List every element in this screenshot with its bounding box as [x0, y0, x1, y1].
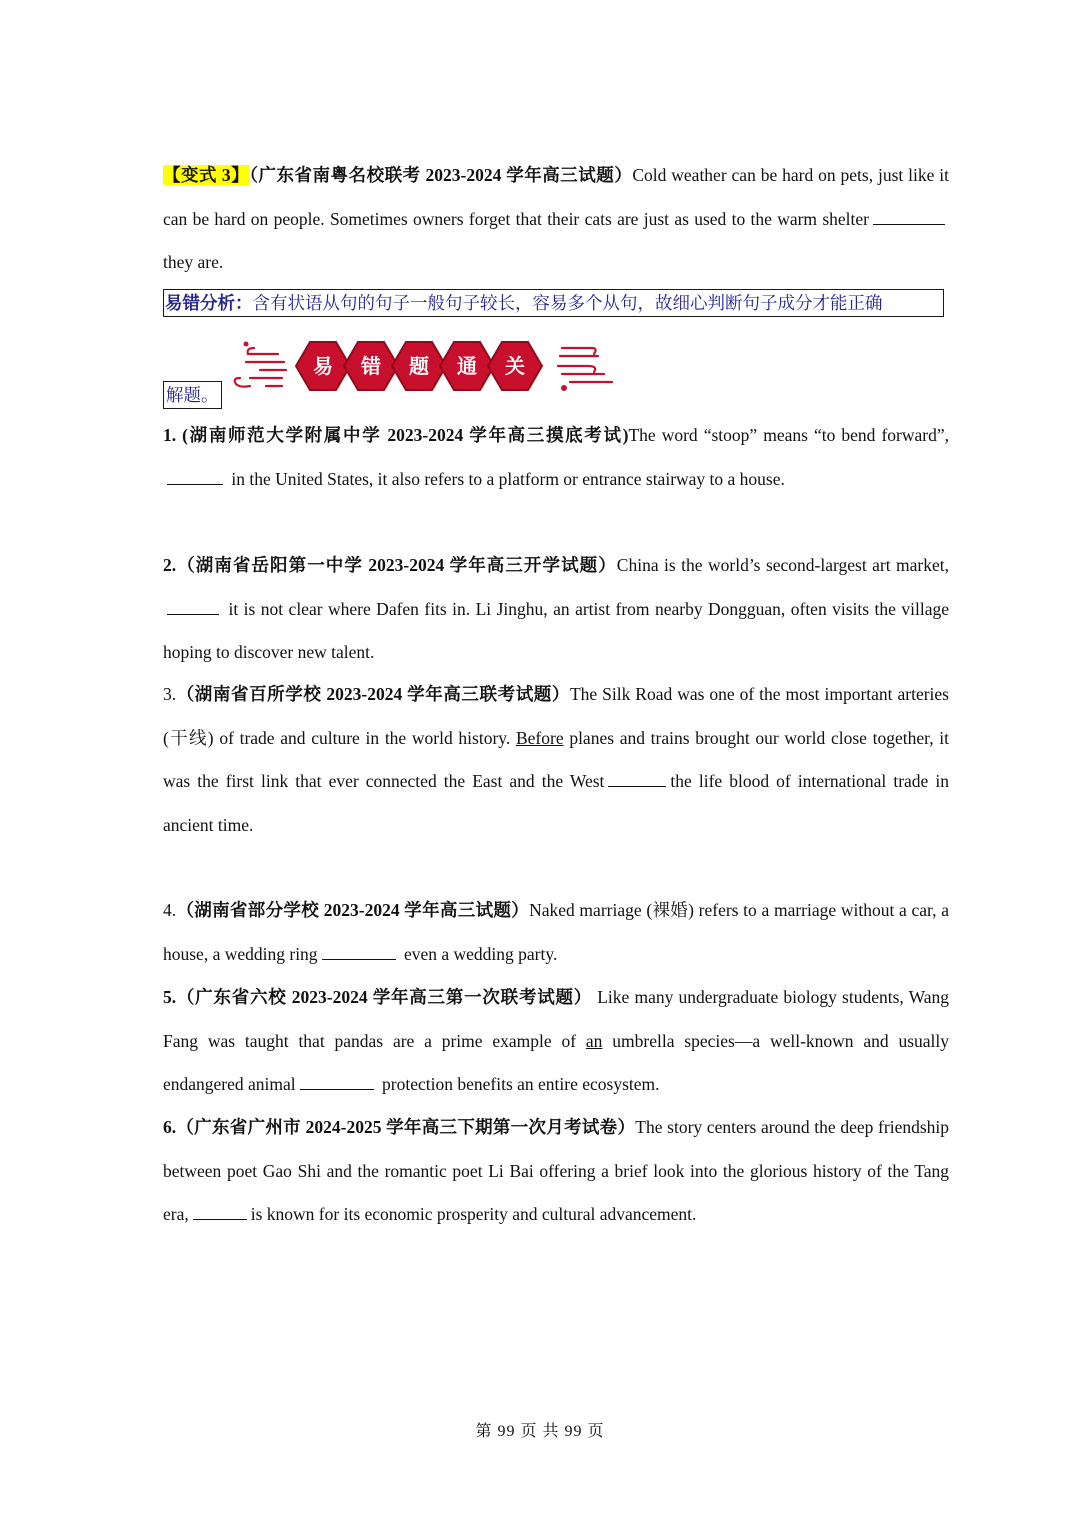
question-number: 6. — [163, 1117, 177, 1137]
variant-tag: 【变式 3】 — [163, 165, 250, 185]
right-cloud-ornament — [558, 348, 612, 382]
banner-char: 通 — [457, 354, 477, 378]
question-source: （湖南省百所学校 2023-2024 学年高三联考试题） — [176, 684, 570, 704]
banner-char: 题 — [409, 354, 429, 378]
question-3 — [163, 673, 949, 847]
answer-blank[interactable] — [322, 944, 396, 960]
question-source: （湖南省岳阳第一中学 2023-2024 学年高三开学试题） — [176, 555, 617, 575]
question-text-a: Like many undergraduate biology students, Wang Fang was taught that pandas are a prime example of — [163, 987, 950, 1051]
banner-characters — [296, 342, 542, 390]
variant-paragraph — [163, 154, 949, 285]
question-source: （湖南省部分学校 2023-2024 学年高三试题） — [176, 900, 530, 920]
question-text-before: The story centers around the deep friendship between poet Gao Shi and the romantic poet Li Bai offering a brief look into the glorious history of the Tang era, — [163, 1117, 950, 1224]
ornament-dot — [244, 342, 249, 347]
question-text-after: the life blood of international trade in ancient time. — [163, 771, 949, 835]
variant-source: （广东省南粤名校联考 2023-2024 学年高三试题） — [249, 165, 633, 185]
answer-blank[interactable] — [608, 771, 666, 787]
question-source: （广东省广州市 2024-2025 学年高三下期第一次月考试卷） — [176, 1117, 636, 1137]
left-cloud-ornament — [235, 348, 286, 387]
error-analysis-box — [163, 289, 944, 317]
page-footer: 第 99 页 共 99 页 — [475, 1423, 605, 1440]
question-1 — [163, 414, 949, 501]
answer-blank[interactable] — [873, 209, 945, 225]
question-text-before: China is the world’s second-largest art market, — [616, 555, 950, 575]
question-number: 3. — [163, 684, 177, 704]
analysis-continuation: 解题。 — [163, 381, 222, 409]
question-6 — [163, 1106, 949, 1237]
question-text-before: Naked marriage (裸婚) refers to a marriage without a car, a house, a wedding ring — [163, 900, 949, 964]
banner-char: 易 — [313, 354, 333, 378]
question-source: (湖南师范大学附属中学 2023-2024 学年高三摸底考试) — [182, 425, 629, 445]
question-text-before: The word “stoop” means “to bend forward”, — [628, 425, 950, 445]
question-text-after: in the United States, it also refers to a platform or entrance stairway to a house. — [231, 468, 785, 489]
question-number: 1. — [163, 425, 177, 445]
banner-char: 错 — [361, 354, 381, 378]
analysis-label: 易错分析： — [165, 293, 253, 313]
underlined-word: an — [585, 1030, 603, 1051]
question-2 — [163, 544, 949, 675]
question-text-after: protection benefits an entire ecosystem. — [382, 1074, 660, 1094]
question-text-after: is known for its economic prosperity and cultural advancement. — [250, 1204, 697, 1224]
banner-char: 关 — [505, 354, 525, 378]
question-number: 4. — [163, 900, 177, 920]
analysis-text: 含有状语从句的句子一般句子较长，容易多个从句，故细心判断句子成分才能正确 — [252, 293, 883, 313]
question-number: 5. — [163, 987, 177, 1007]
question-text-b: planes and trains brought our world close together, it was the first link that ever connected the East and the West — [163, 727, 950, 791]
question-text-after: it is not clear where Dafen fits in. Li Jinghu, an artist from nearby Dongguan, often visits the village hoping to discover new talent. — [163, 598, 949, 662]
question-5 — [163, 976, 949, 1107]
question-text-a: The Silk Road was one of the most important arteries (干线) of trade and culture in the world history. — [163, 684, 949, 748]
question-source: （广东省六校 2023-2024 学年高三第一次联考试题） — [176, 987, 593, 1007]
ornament-dot — [561, 385, 567, 391]
question-number: 2. — [163, 555, 177, 575]
variant-text-before: Cold weather can be hard on pets, just like it can be hard on people. Sometimes owners forget that their cats are just as used to the warm shelter — [163, 165, 949, 229]
question-text-b: umbrella species—a well-known and usually endangered animal — [163, 1030, 950, 1094]
variant-text-after: they are. — [163, 252, 224, 272]
error-practice-banner — [226, 336, 618, 398]
answer-blank[interactable] — [300, 1074, 374, 1090]
answer-blank[interactable] — [193, 1204, 247, 1220]
answer-blank[interactable] — [167, 599, 219, 615]
underlined-word: Before — [515, 727, 564, 748]
question-4 — [163, 889, 949, 976]
question-text-after: even a wedding party. — [403, 943, 558, 964]
answer-blank[interactable] — [167, 469, 223, 485]
